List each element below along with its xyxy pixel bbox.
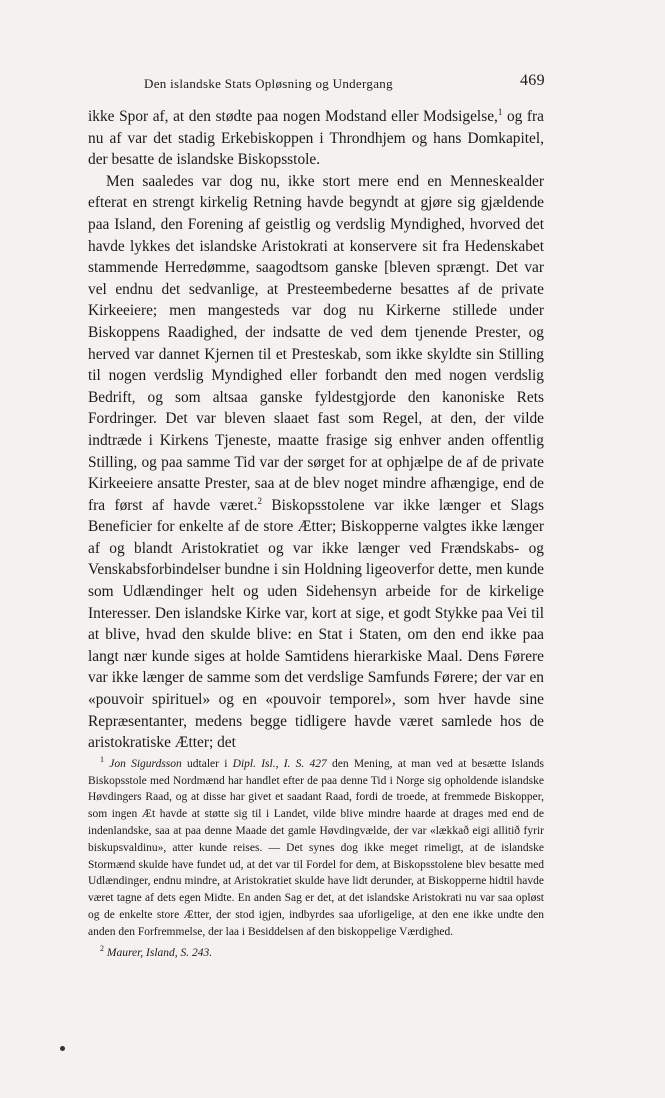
page-number: 469 bbox=[520, 72, 545, 89]
running-title: Den islandske Stats Opløsning og Undergang bbox=[144, 76, 393, 91]
paragraph: ikke Spor af, at den stødte paa nogen Modstand eller Modsigelse,$^1$ og fra nu af var det stadig Erkebiskoppen i Throndhjem og hans Domkapitel, der besatte de islandske Biskopsstole. bbox=[88, 106, 544, 169]
ink-speck bbox=[60, 1046, 65, 1051]
footnotes bbox=[88, 752, 544, 961]
main-text bbox=[88, 106, 544, 754]
footnote-ref: 1 bbox=[497, 106, 503, 117]
footnote-1: $^1$ Jon Sigurdsson udtaler i Dipl. Isl., I. S. 427 den Mening, at man ved at besætte Islands Biskopsstole med Nordmænd har handlet efter de paa denne Tid i Norge sig opholdende islandske Høvdingers Raad, og at disse har givet et saadant Raad, fordi de troede, at fremmede Biskopper, som ingen Æt havde at støtte sig til i Landet, vilde blive mindre haarde at drages med end de indenlandske, saa at paa denne Maade det gamle Høvdingvælde, der var «lækkað eigi allitið fyrir biskupsvaldinu», atter kunde reises. — Det synes dog ikke meget rimeligt, at de islandske Stormænd skulde have fundet ud, at det var til Fordel for dem, at Biskopsstolene blev besatte med Udlændinger, endnu mindre, at Aristokratiet skulde have lidt derunder, at Biskopperne hidtil havde været tagne af dets egen Midte. En anden Sag er det, at det islandske Aristokrati nu var saa opløst og de enkelte store Ætter, der stod igjen, indbyrdes saa uforligelige, at den ene ikke undte den anden den Forfremmelse, der laa i Besiddelsen af den biskoppelige Værdighed. bbox=[88, 755, 544, 938]
paragraph: Men saaledes var dog nu, ikke stort mere end en Menneskealder efterat en strengt kirkelig Retning havde begyndt at gjøre sig gjældende paa Island, den Forening af geistlig og verdslig Myndighed, hvorved det havde lykkes det islandske Aristokrati at konservere sit fra Hedenskabet stammende Herredømme, saagodtsom ganske [bleven sprængt. Det var vel endnu det sedvanlige, at Presteembederne besattes af de private Kirkeeiere; men mangesteds var dog nu Kirkerne stillede under Biskoppens Raadighed, der indsatte de ved dem tjenende Prester, og herved var dannet Kjernen til et Presteskab, som ikke skyldte sin Stilling til nogen verdslig Myndighed eller forbandt den med nogen verdslig Bedrift, og som altsaa ganske fyldestgjorde den kanoniske Rets Fordringer. Det var bleven slaaet fast som Regel, at den, der vilde indtræde i Kirkens Tjeneste, maatte frasige sig enhver anden offentlig Stilling, og paa samme Tid var der sørget for at ophjælpe de af de private Kirkeeiere ansatte Prester, saa at de blev noget mindre afhængige, end de fra først af havde været.$^2$ Biskopsstolene var ikke længer et Slags Beneficier for enkelte af de store Ætter; Biskopperne valgtes ikke længer af og blandt Aristokratiet og var ikke længer ved Frændskabs- og Venskabsforbindelser bundne i sin Holdning ligeoverfor dette, men kunde som Udlændinger helt og uden Sidehensyn arbeide for de kirkelige Interesser. Den islandske Kirke var, kort at sige, et godt Stykke paa Vei til at blive, hvad den skulde blive: en Stat i Staten, om den end ikke paa langt nær kunde siges at holde Samtidens hierarkiske Maal. Dens Førere var ikke længer de samme som det verdslige Samfunds Førere; der var en «pouvoir spirituel» og en «pouvoir temporel», som hver havde sine Repræsentanter, medens begge tidligere havde været samlede hos de aristokratiske Ætter; det bbox=[88, 172, 544, 752]
footnote-2: $^2$ Maurer, Island, S. 243. bbox=[100, 943, 213, 959]
footnote-ref: 2 bbox=[257, 495, 263, 506]
